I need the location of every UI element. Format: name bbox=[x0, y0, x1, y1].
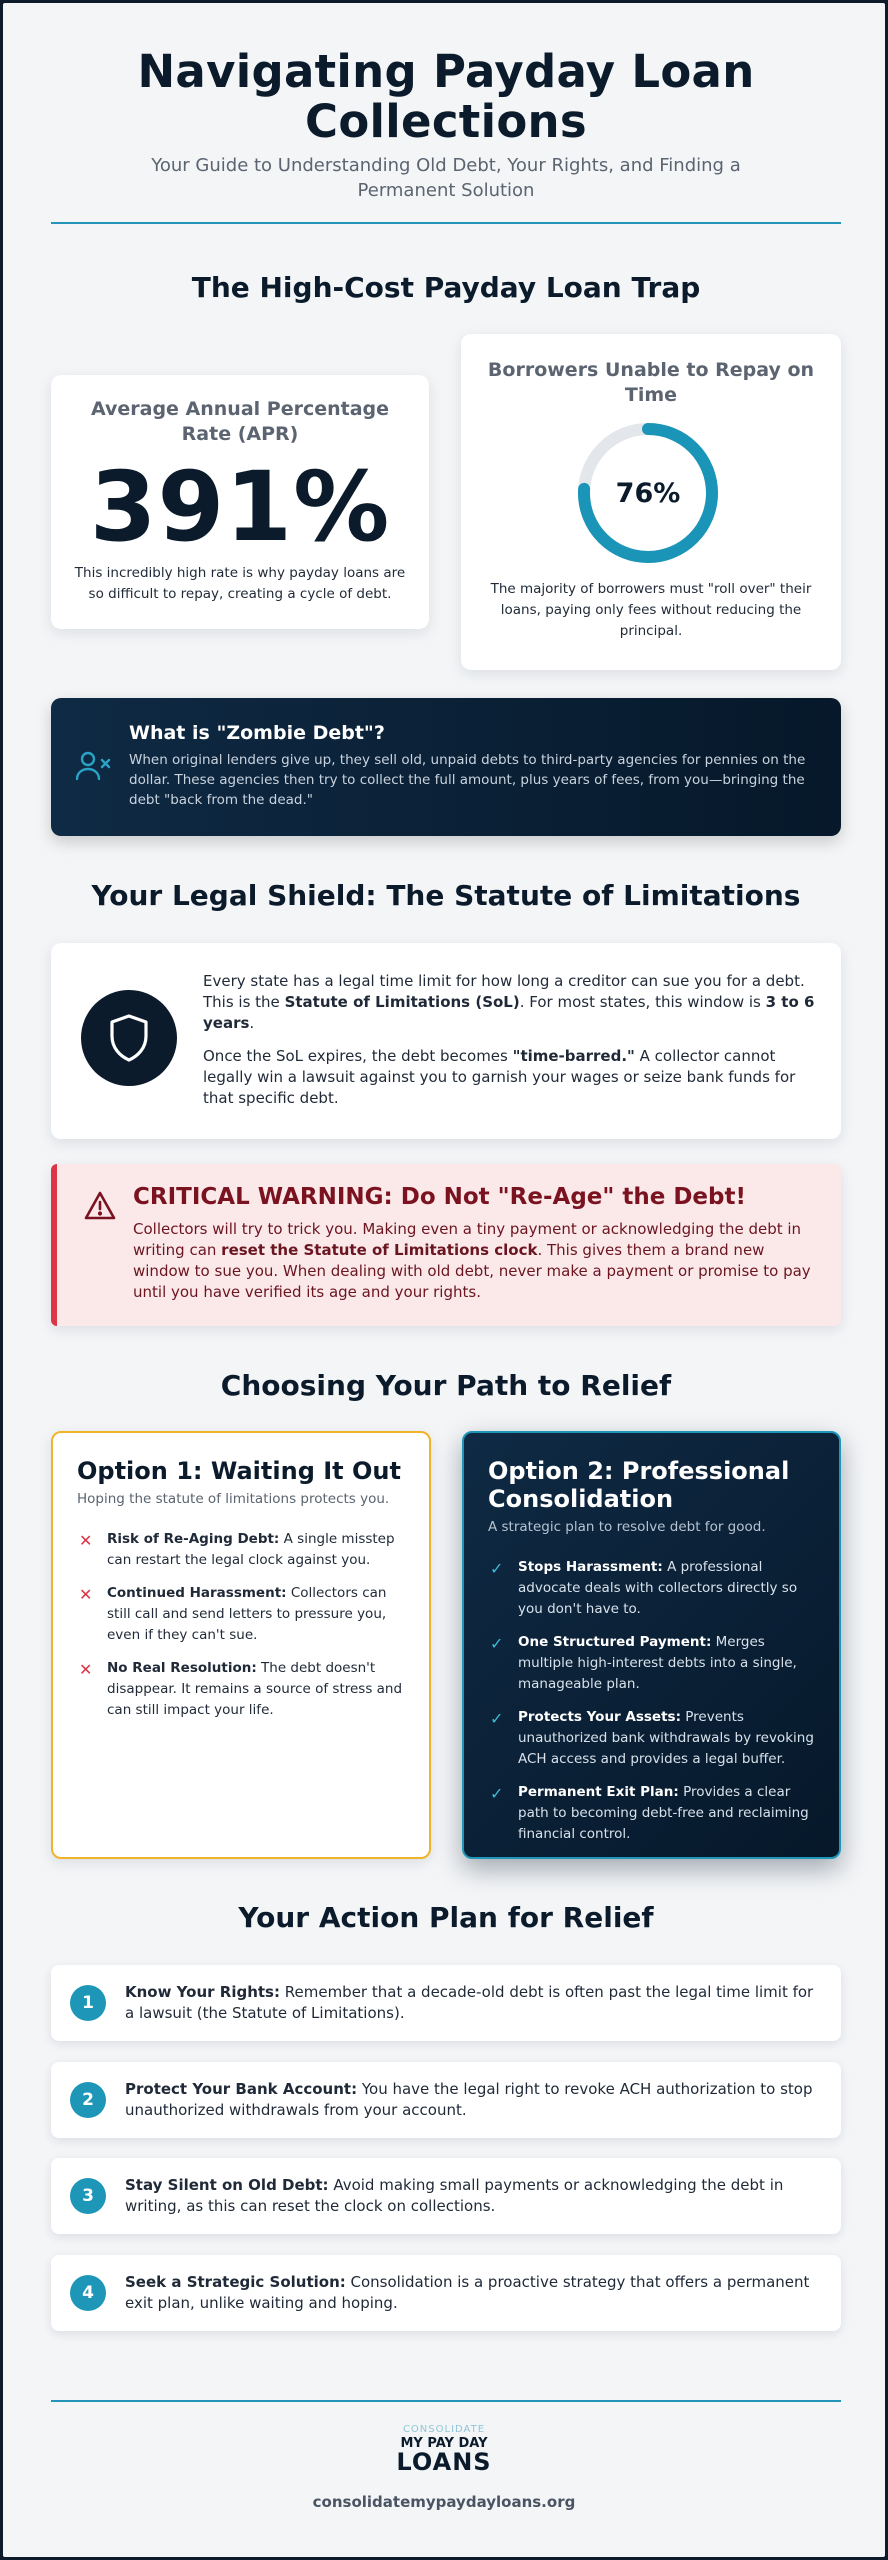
x-mark-icon: ✕ bbox=[79, 1531, 93, 1550]
option-1-item bbox=[77, 1583, 407, 1646]
option-1-item-bold: No Real Resolution: bbox=[107, 1660, 257, 1676]
option-1-subtitle: Hoping the statute of limitations protects you. bbox=[77, 1491, 390, 1507]
action-step bbox=[51, 2062, 841, 2138]
infographic-page bbox=[3, 3, 885, 2557]
statute-paragraph-2 bbox=[203, 1046, 815, 1109]
statute-p2-bold: "time-barred." bbox=[512, 1047, 635, 1065]
page-title-line-2: Collections bbox=[305, 95, 587, 148]
zombie-debt-banner bbox=[51, 698, 841, 836]
option-1-list bbox=[77, 1529, 407, 1721]
option-1-item bbox=[77, 1529, 407, 1571]
statute-card bbox=[51, 943, 841, 1139]
option-2-item bbox=[488, 1632, 818, 1695]
option-1-item-text: Collectors can still call and send letters to pressure you, even if they can't sue. bbox=[107, 1585, 387, 1643]
statute-p1-text-a: Every state has a legal time limit for how long a creditor can sue you for a debt. This is the bbox=[203, 972, 805, 1011]
step-number: 3 bbox=[70, 2178, 106, 2214]
option-2-item-text: A professional advocate deals with collectors directly so you don't have to. bbox=[518, 1559, 798, 1617]
step-bold: Seek a Strategic Solution: bbox=[125, 2273, 346, 2291]
footer-url[interactable]: consolidatemypaydayloans.org bbox=[312, 2493, 576, 2511]
warning-triangle-icon bbox=[83, 1190, 117, 1226]
option-2-item-text: Merges multiple high-interest debts into a single, manageable plan. bbox=[518, 1634, 797, 1692]
action-step bbox=[51, 2158, 841, 2234]
option-2-list bbox=[488, 1557, 818, 1845]
option-2-item bbox=[488, 1557, 818, 1620]
trap-section-title: The High-Cost Payday Loan Trap bbox=[191, 271, 701, 304]
step-text bbox=[125, 2272, 825, 2314]
check-icon: ✓ bbox=[490, 1559, 504, 1578]
option-1-card bbox=[51, 1431, 431, 1859]
check-icon: ✓ bbox=[490, 1709, 504, 1728]
warning-text-c: . This gives them a brand new window to sue you. When dealing with old debt, never make a payment or promise to pay until you have verified its age and your rights. bbox=[133, 1241, 811, 1301]
check-icon: ✓ bbox=[490, 1634, 504, 1653]
statute-p2-text-c: A collector cannot legally win a lawsuit against you to garnish your wages or seize bank funds for that specific debt. bbox=[203, 1047, 796, 1107]
zombie-debt-title: What is "Zombie Debt"? bbox=[129, 722, 385, 744]
option-1-title: Option 1: Waiting It Out bbox=[77, 1457, 401, 1485]
statute-p1-text-c: . For most states, this window is bbox=[519, 993, 766, 1011]
step-body: Remember that a decade-old debt is often past the legal time limit for a lawsuit (the Statute of Limitations). bbox=[125, 1983, 814, 2022]
x-mark-icon: ✕ bbox=[79, 1585, 93, 1604]
critical-warning-box bbox=[51, 1164, 841, 1326]
warning-title: CRITICAL WARNING: Do Not "Re-Age" the Debt! bbox=[133, 1184, 746, 1210]
warning-text-bold: reset the Statute of Limitations clock bbox=[221, 1241, 538, 1259]
shield-section-title: Your Legal Shield: The Statute of Limitations bbox=[91, 879, 801, 912]
option-2-item-bold: Permanent Exit Plan: bbox=[518, 1784, 679, 1800]
option-1-item bbox=[77, 1658, 407, 1721]
statute-paragraph-1 bbox=[203, 971, 815, 1034]
warning-text bbox=[133, 1219, 823, 1303]
warning-text-a: Collectors will try to trick you. Making even a tiny payment or acknowledging the debt in writing can bbox=[133, 1220, 802, 1259]
logo-top-text: CONSOLIDATE bbox=[402, 2424, 486, 2435]
option-2-item-text: Provides a clear path to becoming debt-free and reclaiming financial control. bbox=[518, 1784, 809, 1842]
statute-p1-bold-years: 3 to 6 years bbox=[203, 993, 815, 1032]
step-body: Avoid making small payments or acknowledging the debt in writing, as this can reset the clock on collections. bbox=[125, 2176, 784, 2215]
check-icon: ✓ bbox=[490, 1784, 504, 1803]
action-step bbox=[51, 2255, 841, 2331]
step-text bbox=[125, 1982, 825, 2024]
footer-divider bbox=[51, 2400, 841, 2402]
zombie-debt-text: When original lenders give up, they sell old, unpaid debts to third-party agencies for pennies on the dollar. These agencies then try to collect the full amount, plus years of fees, from you—bringing the debt "back from the dead." bbox=[129, 752, 806, 808]
step-bold: Protect Your Bank Account: bbox=[125, 2080, 358, 2098]
option-2-item-bold: One Structured Payment: bbox=[518, 1634, 712, 1650]
option-2-card bbox=[462, 1431, 841, 1859]
option-1-item-text: The debt doesn't disappear. It remains a source of stress and can still impact your life. bbox=[107, 1660, 403, 1718]
option-2-item bbox=[488, 1707, 818, 1770]
option-2-item-bold: Stops Harassment: bbox=[518, 1559, 663, 1575]
step-number: 4 bbox=[70, 2275, 106, 2311]
paths-section-title: Choosing Your Path to Relief bbox=[220, 1369, 672, 1402]
action-step bbox=[51, 1965, 841, 2041]
option-2-title: Option 2: Professional Consolidation bbox=[488, 1457, 790, 1513]
repay-donut-chart bbox=[574, 419, 722, 567]
step-text bbox=[125, 2079, 825, 2121]
option-2-subtitle: A strategic plan to resolve debt for good. bbox=[488, 1519, 766, 1535]
step-number: 1 bbox=[70, 1985, 106, 2021]
brand-logo bbox=[3, 2425, 885, 2474]
user-x-icon bbox=[73, 746, 113, 790]
step-number: 2 bbox=[70, 2082, 106, 2118]
page-title-line-1: Navigating Payday Loan bbox=[137, 45, 755, 98]
option-2-item-text: Prevents unauthorized bank withdrawals by revoking ACH access and provides a legal buffer. bbox=[518, 1709, 814, 1767]
x-mark-icon: ✕ bbox=[79, 1660, 93, 1679]
option-2-item-bold: Protects Your Assets: bbox=[518, 1709, 681, 1725]
statute-text bbox=[203, 971, 815, 1109]
apr-stat-card bbox=[51, 375, 429, 629]
option-1-item-bold: Continued Harassment: bbox=[107, 1585, 287, 1601]
action-section-title: Your Action Plan for Relief bbox=[238, 1901, 654, 1934]
step-body: Consolidation is a proactive strategy that offers a permanent exit plan, unlike waiting and hoping. bbox=[125, 2273, 810, 2312]
option-1-item-text: A single misstep can restart the legal clock against you. bbox=[107, 1531, 395, 1568]
statute-p1-bold-sol: Statute of Limitations (SoL) bbox=[284, 993, 520, 1011]
apr-value: 391% bbox=[89, 451, 391, 563]
option-2-item bbox=[488, 1782, 818, 1845]
logo-bottom-text: LOANS bbox=[396, 2448, 492, 2476]
page-subtitle: Your Guide to Understanding Old Debt, Your Rights, and Finding a Permanent Solution bbox=[151, 155, 741, 201]
option-1-item-bold: Risk of Re-Aging Debt: bbox=[107, 1531, 280, 1547]
step-text bbox=[125, 2175, 825, 2217]
shield-icon bbox=[81, 990, 177, 1086]
header-divider bbox=[51, 222, 841, 224]
repay-stat-card bbox=[461, 334, 841, 670]
repay-note: The majority of borrowers must "roll over" their loans, paying only fees without reducing the principal. bbox=[490, 581, 812, 639]
step-bold: Stay Silent on Old Debt: bbox=[125, 2176, 329, 2194]
page-title bbox=[51, 47, 841, 147]
statute-p1-text-e: . bbox=[249, 1014, 255, 1032]
step-body: You have the legal right to revoke ACH authorization to stop unauthorized withdrawals from your account. bbox=[125, 2080, 813, 2119]
repay-label: Borrowers Unable to Repay on Time bbox=[487, 359, 815, 406]
apr-note: This incredibly high rate is why payday loans are so difficult to repay, creating a cycle of debt. bbox=[74, 565, 406, 602]
apr-label: Average Annual Percentage Rate (APR) bbox=[90, 398, 390, 445]
statute-p2-text-a: Once the SoL expires, the debt becomes bbox=[203, 1047, 513, 1065]
donut-value: 76% bbox=[615, 477, 681, 509]
step-bold: Know Your Rights: bbox=[125, 1983, 280, 2001]
logo-mid-text: MY PAY DAY bbox=[400, 2436, 488, 2451]
